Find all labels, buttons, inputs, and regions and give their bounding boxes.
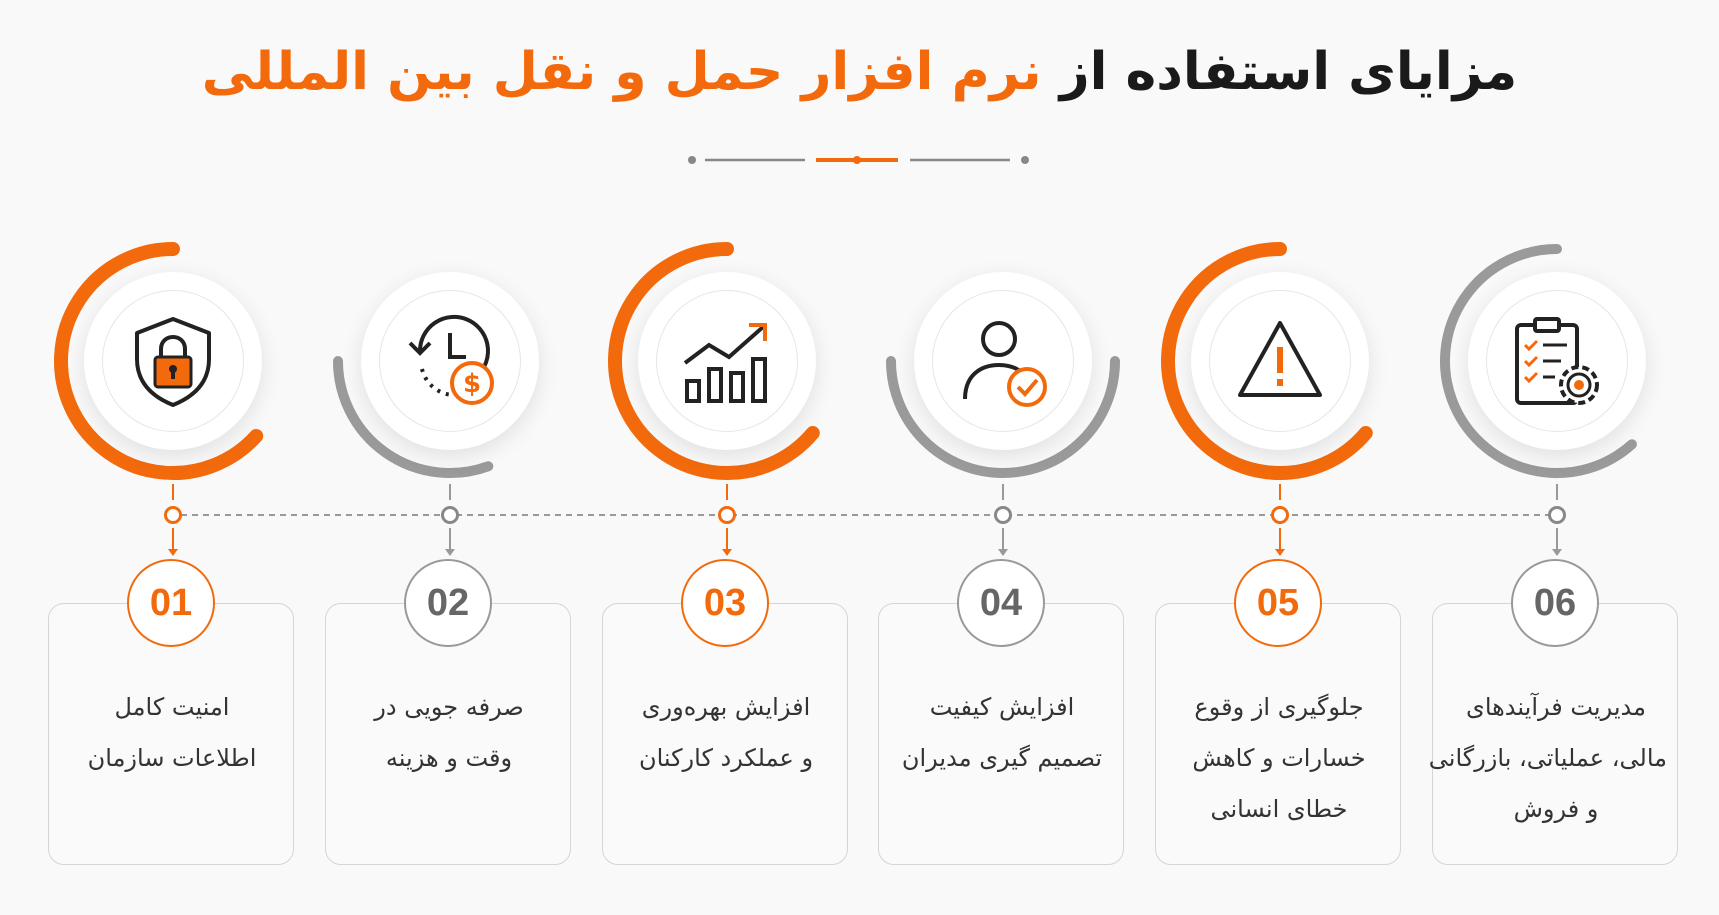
clipboard-gear-icon xyxy=(1509,313,1605,409)
connector-stem xyxy=(1279,484,1281,500)
connector-arrow xyxy=(1552,549,1562,556)
timeline-dot xyxy=(441,506,459,524)
step-number: 02 xyxy=(404,559,492,647)
feature-line: خسارات و کاهش xyxy=(1192,744,1366,772)
feature-line: و فروش xyxy=(1513,795,1599,823)
connector-stem xyxy=(726,528,728,550)
timeline-dot xyxy=(1271,506,1289,524)
feature-description xyxy=(891,682,1113,784)
svg-text:$: $ xyxy=(462,369,482,399)
feature-description xyxy=(61,682,283,784)
connector-stem xyxy=(449,484,451,500)
feature-item xyxy=(878,0,1128,915)
feature-line: صرفه جویی در xyxy=(374,693,524,721)
warning-icon xyxy=(1232,313,1328,409)
feature-line: افزایش کیفیت xyxy=(929,693,1075,721)
connector-stem xyxy=(1002,484,1004,500)
feature-line: افزایش بهره‌وری xyxy=(641,693,811,721)
connector-stem xyxy=(1279,528,1281,550)
feature-line: وقت و هزینه xyxy=(385,744,513,772)
timeline-dot xyxy=(164,506,182,524)
feature-description xyxy=(1168,682,1390,835)
connector-arrow xyxy=(445,549,455,556)
clock-dollar-icon xyxy=(402,313,498,409)
feature-line: امنیت کامل xyxy=(114,693,230,721)
feature-item xyxy=(48,0,298,915)
shield-lock-icon xyxy=(125,313,221,409)
connector-stem xyxy=(1002,528,1004,550)
connector-arrow xyxy=(1275,549,1285,556)
feature-line: تصمیم گیری مدیران xyxy=(901,744,1103,772)
feature-item xyxy=(1428,0,1682,915)
connector-stem xyxy=(1556,528,1558,550)
feature-item xyxy=(325,0,575,915)
step-number: 04 xyxy=(957,559,1045,647)
step-number: 05 xyxy=(1234,559,1322,647)
growth-chart-icon xyxy=(679,313,775,409)
feature-description xyxy=(615,682,837,784)
step-number: 03 xyxy=(681,559,769,647)
feature-line: و عملکرد کارکنان xyxy=(638,744,814,772)
connector-stem xyxy=(172,484,174,500)
title-prefix: مزایای استفاده از xyxy=(1059,42,1518,102)
connector-arrow xyxy=(722,549,732,556)
title-highlight: نرم افزار حمل و نقل بین المللی xyxy=(201,42,1042,102)
connector-arrow xyxy=(168,549,178,556)
feature-description xyxy=(1428,682,1667,835)
feature-item xyxy=(602,0,852,915)
feature-item xyxy=(1155,0,1405,915)
timeline-dot xyxy=(1548,506,1566,524)
timeline-dot xyxy=(718,506,736,524)
feature-description xyxy=(338,682,560,784)
feature-line: خطای انسانی xyxy=(1210,795,1348,823)
user-check-icon xyxy=(955,313,1051,409)
step-number: 01 xyxy=(127,559,215,647)
timeline-dot xyxy=(994,506,1012,524)
connector-stem xyxy=(1556,484,1558,500)
step-number: 06 xyxy=(1511,559,1599,647)
connector-stem xyxy=(726,484,728,500)
feature-line: مدیریت فرآیندهای xyxy=(1466,693,1646,721)
connector-stem xyxy=(449,528,451,550)
feature-line: اطلاعات سازمان xyxy=(87,744,257,772)
connector-stem xyxy=(172,528,174,550)
connector-arrow xyxy=(998,549,1008,556)
feature-line: جلوگیری از وقوع xyxy=(1194,693,1364,721)
feature-line: مالی، عملیاتی، بازرگانی xyxy=(1428,744,1667,772)
